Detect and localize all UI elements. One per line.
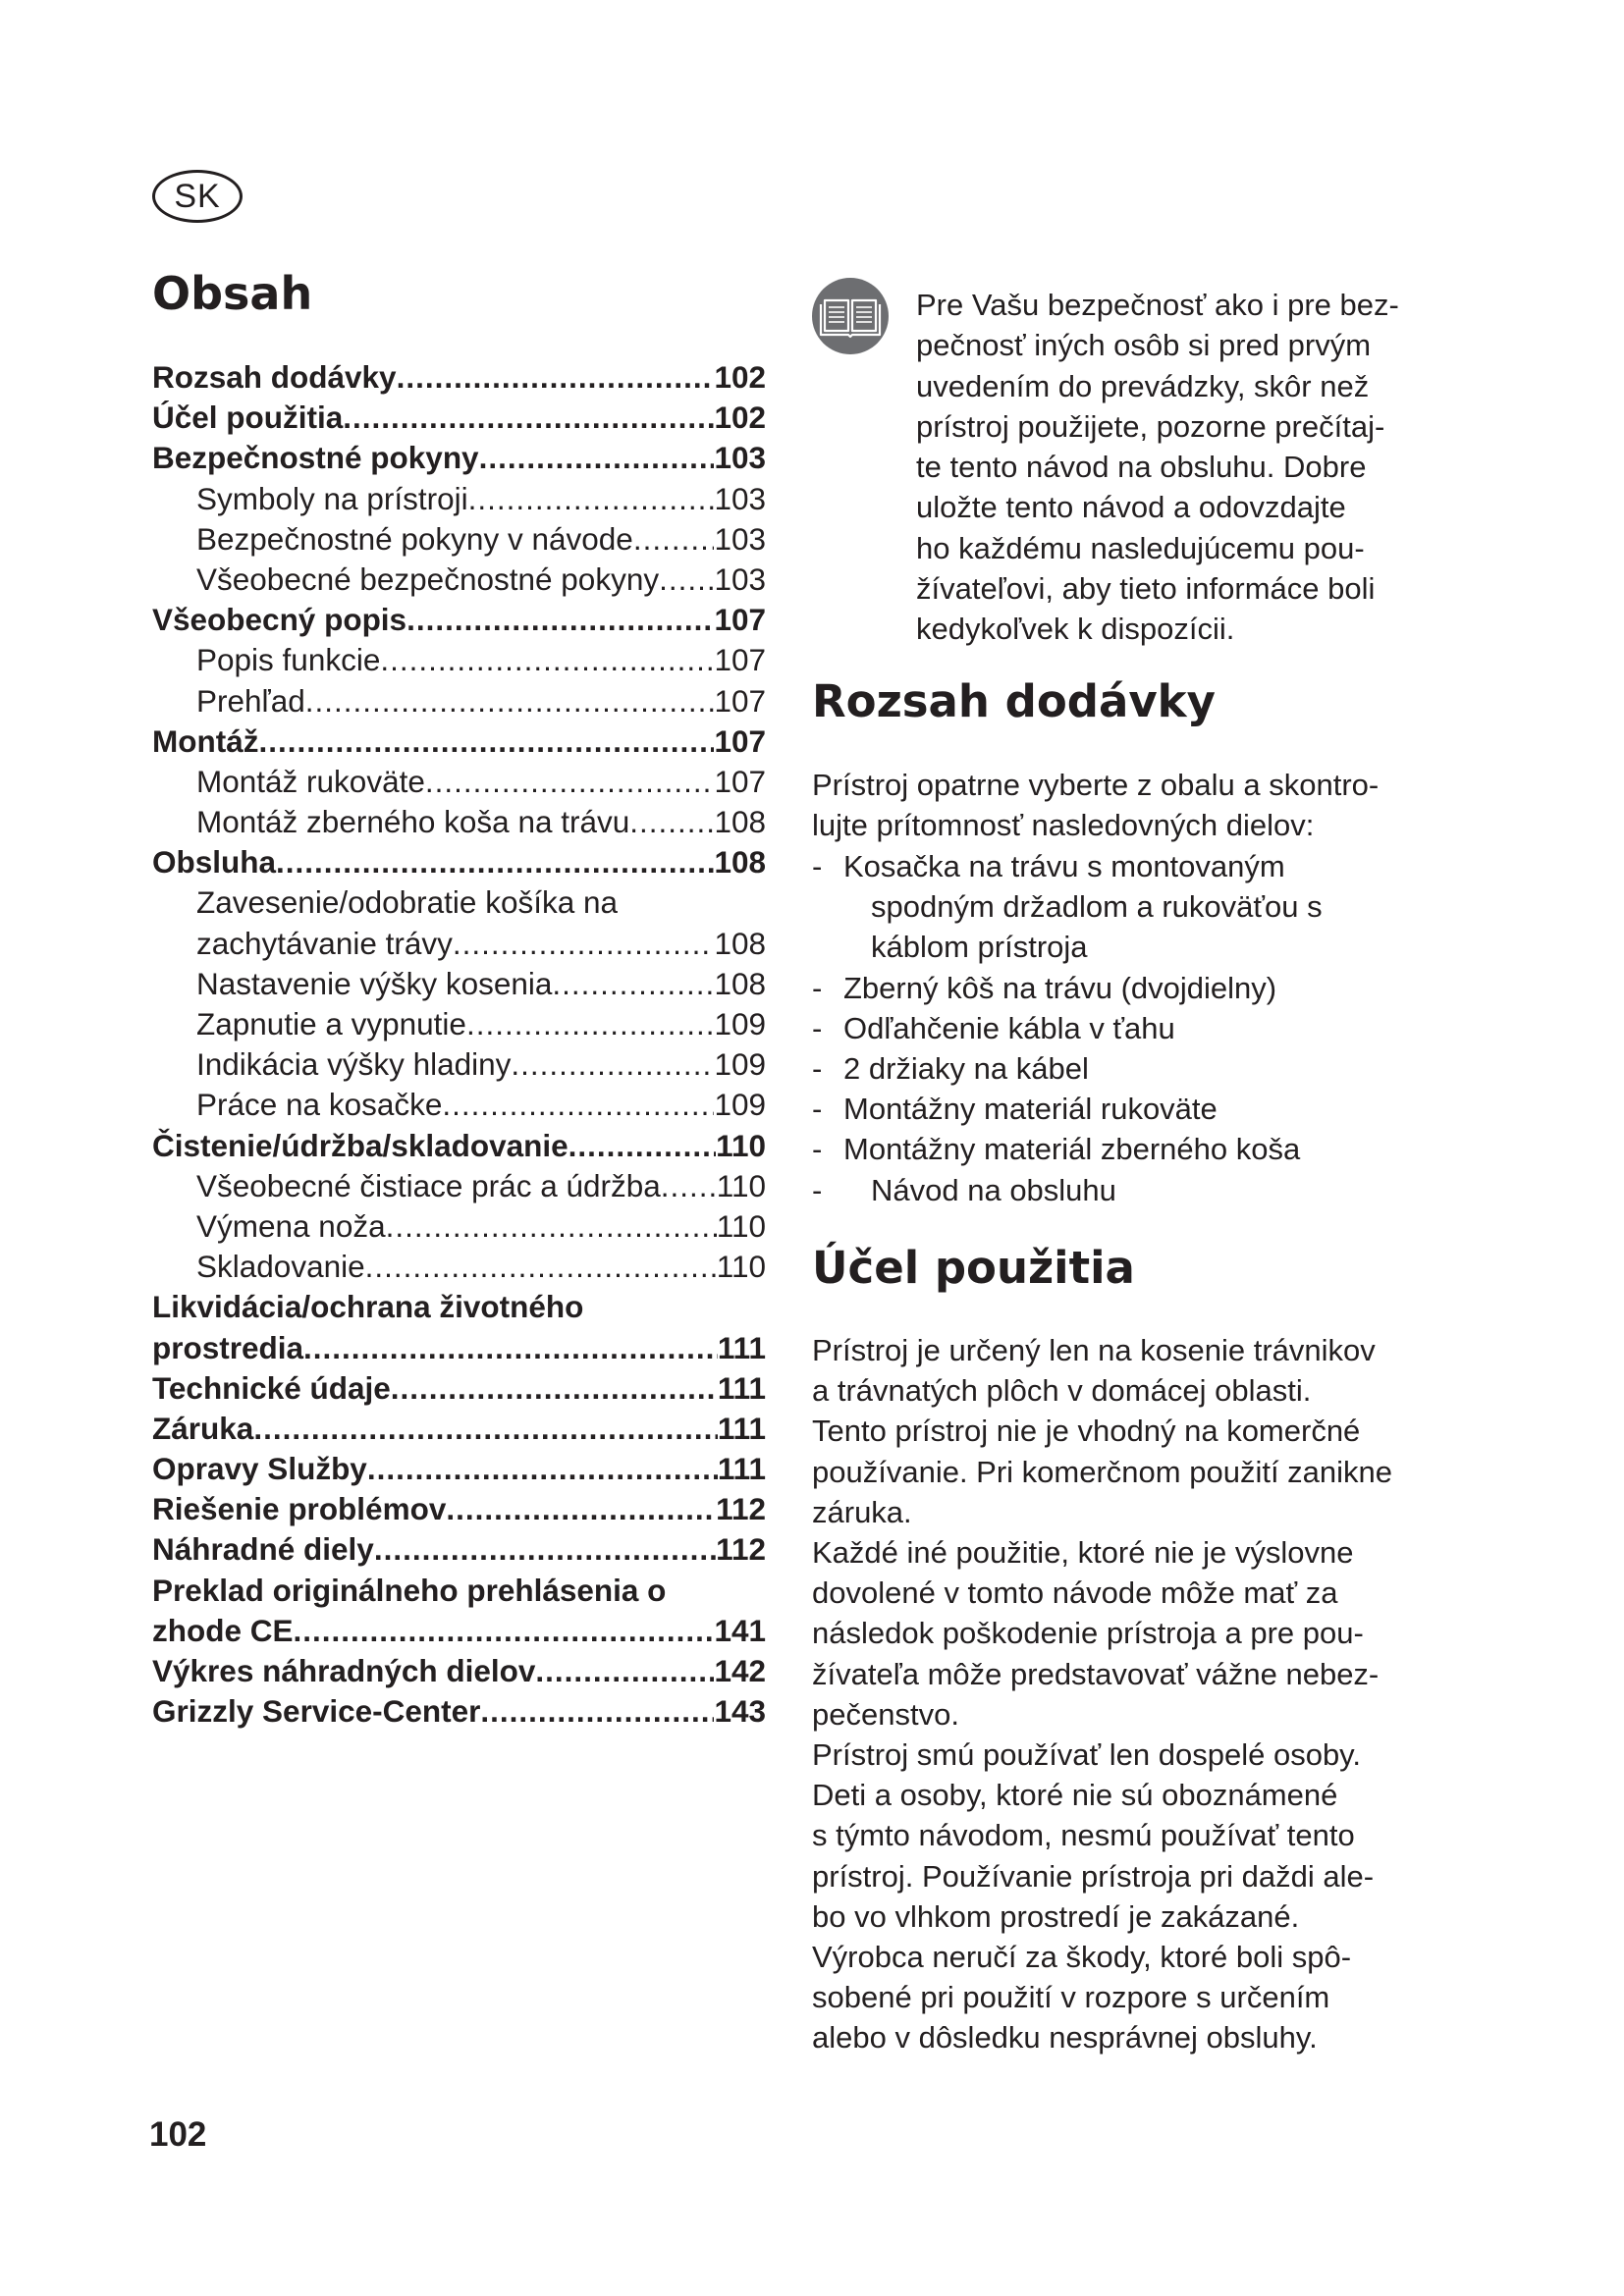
- toc-entry-page: 107: [714, 602, 766, 638]
- toc-entry: [152, 1249, 766, 1289]
- toc-entry: [152, 1531, 766, 1572]
- toc-entry-page: 107: [714, 642, 766, 678]
- toc-entry-label: Čistenie/údržba/skladovanie: [152, 1127, 568, 1163]
- toc-leader-dots: [659, 561, 714, 598]
- toc-entry: [152, 844, 766, 884]
- toc-entry-page: 141: [714, 1612, 766, 1648]
- text-line: prístroj použijete, pozorne prečítaj-: [916, 408, 1385, 444]
- toc-entry: [152, 804, 766, 844]
- toc-entry-label: Montáž: [152, 722, 259, 759]
- table-of-contents: [152, 359, 766, 1734]
- toc-leader-dots: [479, 440, 715, 476]
- toc-leader-dots: [258, 723, 714, 760]
- intended-use-heading: Účel použitia: [812, 1242, 1135, 1294]
- toc-entry-label: prostredia: [152, 1329, 304, 1365]
- intended-use-text: [812, 1330, 1450, 2058]
- toc-entry: [152, 683, 766, 723]
- toc-leader-dots: [276, 844, 714, 881]
- toc-leader-dots: [303, 1330, 718, 1366]
- toc-entry-page: 112: [716, 1531, 766, 1568]
- toc-entry-label: Všeobecné čistiace prác a údržba: [196, 1167, 661, 1203]
- text-line: uložte tento návod a odovzdajte: [916, 490, 1346, 525]
- toc-leader-dots: [453, 926, 715, 962]
- list-item-text: Kosačka na trávu s montovaným: [843, 849, 1285, 883]
- toc-entry-page: 102: [714, 359, 766, 395]
- toc-entry-page: 111: [717, 1451, 766, 1487]
- scope-intro-text: [812, 765, 1440, 845]
- toc-entry-page: 109: [714, 1046, 766, 1083]
- toc-entry: [152, 1168, 766, 1208]
- toc-leader-dots: [406, 602, 714, 638]
- toc-entry: [152, 1289, 766, 1329]
- toc-entry-label: Rozsah dodávky: [152, 359, 397, 395]
- toc-leader-dots: [511, 1046, 714, 1083]
- toc-entry-label: Výkres náhradných dielov: [152, 1653, 536, 1688]
- toc-entry-label: zhode CE: [152, 1612, 294, 1648]
- toc-entry: [152, 602, 766, 642]
- list-item: [812, 968, 1460, 1008]
- toc-leader-dots: [480, 1693, 714, 1730]
- toc-entry-label: Nastavenie výšky kosenia: [196, 965, 553, 1001]
- page-number: 102: [149, 2115, 207, 2154]
- text-line: Prístroj je určený len na kosenie trávnikov: [812, 1333, 1376, 1367]
- toc-leader-dots: [661, 1168, 717, 1204]
- text-line: následok poškodenie prístroja a pre pou-: [812, 1616, 1364, 1651]
- toc-entry-label: Bezpečnostné pokyny v návode: [196, 520, 633, 557]
- list-item-text: Odľahčenie kábla v ťahu: [843, 1010, 1175, 1045]
- text-line: Každé iné použitie, ktoré nie je výslovne: [812, 1535, 1354, 1571]
- text-line: sobené pri použití v rozpore s určením: [812, 1980, 1330, 2015]
- toc-entry-page: 102: [714, 400, 766, 436]
- text-line: a trávnatých plôch v domácej oblasti.: [812, 1373, 1312, 1409]
- toc-leader-dots: [629, 804, 714, 840]
- text-line: dovolené v tomto návode môže mať za: [812, 1575, 1338, 1611]
- toc-leader-dots: [633, 521, 715, 558]
- language-badge: SK: [152, 170, 243, 223]
- toc-leader-dots: [468, 481, 715, 517]
- toc-entry: [152, 1087, 766, 1127]
- text-line: Pre Vašu bezpečnosť ako i pre bez-: [916, 288, 1399, 322]
- toc-leader-dots: [367, 1451, 718, 1487]
- text-line: s týmto návodom, nesmú používať tento: [812, 1818, 1355, 1853]
- toc-entry-label: Likvidácia/ochrana životného: [152, 1289, 584, 1325]
- toc-leader-dots: [305, 683, 715, 720]
- toc-leader-dots: [552, 966, 714, 1002]
- toc-entry: [152, 440, 766, 480]
- toc-leader-dots: [446, 1491, 716, 1527]
- toc-entry-page: 142: [714, 1653, 766, 1688]
- list-dash: -: [812, 1132, 823, 1167]
- toc-entry: [152, 1128, 766, 1168]
- toc-entry: [152, 1411, 766, 1451]
- text-line: žívateľa môže predstavovať vážne nebez-: [812, 1656, 1380, 1691]
- text-line: Prístroj opatrne vyberte z obalu a skontro-: [812, 768, 1380, 802]
- toc-entry-label: Obsluha: [152, 844, 277, 881]
- toc-leader-dots: [397, 359, 715, 396]
- toc-entry: [152, 400, 766, 440]
- list-item: [812, 1170, 1460, 1210]
- toc-entry-page: 111: [717, 1329, 766, 1365]
- toc-entry-page: 107: [714, 763, 766, 799]
- toc-entry: [152, 1693, 766, 1734]
- toc-title: Obsah: [152, 267, 313, 320]
- toc-entry-label: Montáž rukoväte: [196, 763, 425, 799]
- toc-entry-label: Riešenie problémov: [152, 1491, 447, 1527]
- toc-entry-label: Preklad originálneho prehlásenia o: [152, 1572, 667, 1608]
- toc-entry-page: 112: [716, 1491, 766, 1527]
- toc-entry-page: 108: [714, 925, 766, 961]
- toc-entry: [152, 1653, 766, 1693]
- toc-entry: [152, 1330, 766, 1370]
- toc-entry-page: 110: [716, 1249, 766, 1285]
- list-item: [812, 1048, 1460, 1089]
- list-dash: -: [812, 1172, 823, 1207]
- text-line: Deti a osoby, ktoré nie sú oboznámené: [812, 1778, 1338, 1813]
- toc-entry-page: 108: [714, 965, 766, 1001]
- toc-entry: [152, 1370, 766, 1411]
- toc-entry-label: Skladovanie: [196, 1249, 365, 1285]
- toc-entry-label: Účel použitia: [152, 400, 344, 436]
- list-item-text: spodným držadlom a rukoväťou s: [871, 889, 1323, 925]
- list-dash: -: [812, 1010, 823, 1045]
- toc-entry-label: Technické údaje: [152, 1369, 391, 1406]
- toc-entry: [152, 642, 766, 682]
- toc-leader-dots: [391, 1370, 718, 1407]
- toc-entry-label: Zapnutie a vypnutie: [196, 1006, 466, 1041]
- toc-entry: [152, 1006, 766, 1046]
- list-dash: -: [812, 970, 823, 1005]
- text-line: pečenstvo.: [812, 1696, 959, 1732]
- list-item-text: Zberný kôš na trávu (dvojdielny): [843, 970, 1277, 1005]
- text-line: lujte prítomnosť nasledovných dielov:: [812, 808, 1315, 843]
- text-line: žívateľovi, aby tieto informáce boli: [916, 571, 1376, 607]
- text-line: záruka.: [812, 1494, 912, 1529]
- toc-entry-page: 103: [714, 520, 766, 557]
- toc-entry: [152, 561, 766, 602]
- toc-entry: [152, 1491, 766, 1531]
- toc-entry-page: 108: [714, 844, 766, 881]
- toc-entry-page: 110: [716, 1167, 766, 1203]
- list-item: [812, 846, 1460, 968]
- text-line: Prístroj smú používať len dospelé osoby.: [812, 1737, 1361, 1773]
- text-line: alebo v dôsledku nesprávnej obsluhy.: [812, 2020, 1318, 2056]
- list-item: [812, 1008, 1460, 1048]
- toc-entry-page: 103: [714, 480, 766, 516]
- toc-leader-dots: [425, 764, 715, 800]
- toc-entry: [152, 1208, 766, 1249]
- toc-entry-page: 143: [714, 1693, 766, 1730]
- text-line: Výrobca neručí za škody, ktoré boli spô-: [812, 1940, 1352, 1975]
- list-item: [812, 1089, 1460, 1129]
- toc-entry-label: Bezpečnostné pokyny: [152, 440, 479, 476]
- list-item-text: Návod na obsluhu: [871, 1172, 1116, 1207]
- toc-entry-label: Symboly na prístroji: [196, 480, 468, 516]
- toc-entry-label: zachytávanie trávy: [196, 925, 453, 961]
- toc-entry-page: 110: [716, 1207, 766, 1244]
- text-line: te tento návod na obsluhu. Dobre: [916, 450, 1367, 485]
- toc-leader-dots: [442, 1087, 714, 1123]
- manual-book-icon: [811, 277, 890, 355]
- toc-entry-page: 107: [714, 722, 766, 759]
- toc-entry: [152, 966, 766, 1006]
- toc-entry: [152, 884, 766, 925]
- toc-entry-label: Práce na kosačke: [196, 1087, 443, 1123]
- text-line: kedykoľvek k dispozícii.: [916, 612, 1235, 647]
- safety-intro-text: [916, 285, 1451, 650]
- toc-entry-page: 107: [714, 682, 766, 719]
- toc-entry: [152, 1451, 766, 1491]
- toc-entry-label: Prehľad: [196, 682, 305, 719]
- toc-entry-page: 103: [714, 440, 766, 476]
- toc-entry: [152, 926, 766, 966]
- text-line: ho každému nasledujúcemu pou-: [916, 530, 1365, 565]
- toc-entry-label: Všeobecné bezpečnostné pokyny: [196, 561, 660, 597]
- toc-leader-dots: [466, 1006, 715, 1042]
- toc-entry-page: 110: [716, 1127, 766, 1163]
- text-line: uvedením do prevádzky, skôr než: [916, 368, 1370, 403]
- toc-entry: [152, 521, 766, 561]
- toc-entry-label: Náhradné diely: [152, 1531, 374, 1568]
- toc-entry: [152, 359, 766, 400]
- text-line: prístroj. Používanie prístroja pri daždi ale-: [812, 1858, 1375, 1894]
- toc-entry-page: 109: [714, 1087, 766, 1123]
- toc-entry-label: Montáž zberného koša na trávu: [196, 804, 630, 840]
- toc-entry-page: 111: [717, 1410, 766, 1446]
- toc-leader-dots: [365, 1249, 717, 1285]
- toc-leader-dots: [535, 1653, 714, 1689]
- list-item-text: Montážny materiál rukoväte: [843, 1092, 1218, 1127]
- toc-entry-page: 109: [714, 1006, 766, 1041]
- text-line: Tento prístroj nie je vhodný na komerčné: [812, 1414, 1361, 1449]
- toc-entry: [152, 1046, 766, 1087]
- list-item-text: káblom prístroja: [871, 930, 1088, 965]
- toc-leader-dots: [380, 642, 714, 678]
- list-item-text: 2 držiaky na kábel: [843, 1051, 1089, 1087]
- delivery-parts-list: [812, 846, 1460, 1210]
- toc-entry: [152, 723, 766, 764]
- toc-leader-dots: [568, 1128, 717, 1164]
- text-line: pečnosť iných osôb si pred prvým: [916, 328, 1372, 363]
- toc-entry-label: Výmena noža: [196, 1207, 386, 1244]
- list-item-text: Montážny materiál zberného koša: [843, 1132, 1301, 1167]
- toc-entry-label: Všeobecný popis: [152, 602, 407, 638]
- toc-entry-page: 111: [717, 1369, 766, 1406]
- toc-entry: [152, 1613, 766, 1653]
- toc-entry-label: Grizzly Service-Center: [152, 1693, 481, 1730]
- toc-leader-dots: [294, 1613, 715, 1649]
- toc-entry-label: Popis funkcie: [196, 642, 381, 678]
- list-item: [812, 1129, 1460, 1169]
- toc-entry: [152, 481, 766, 521]
- toc-leader-dots: [386, 1208, 717, 1245]
- toc-entry-page: 108: [714, 804, 766, 840]
- list-dash: -: [812, 1092, 823, 1127]
- toc-entry-label: Opravy Služby: [152, 1451, 367, 1487]
- toc-leader-dots: [343, 400, 714, 436]
- list-dash: -: [812, 849, 823, 883]
- toc-leader-dots: [253, 1411, 718, 1447]
- toc-entry-page: 103: [714, 561, 766, 597]
- toc-entry-label: Zavesenie/odobratie košíka na: [196, 884, 619, 921]
- toc-entry-label: Záruka: [152, 1410, 254, 1446]
- toc-entry-label: Indikácia výšky hladiny: [196, 1046, 512, 1083]
- toc-entry: [152, 764, 766, 804]
- scope-heading: Rozsah dodávky: [812, 675, 1216, 727]
- toc-leader-dots: [374, 1531, 716, 1568]
- list-dash: -: [812, 1051, 823, 1087]
- text-line: používanie. Pri komerčnom použití zanikne: [812, 1454, 1393, 1489]
- text-line: bo vo vlhkom prostredí je zakázané.: [812, 1898, 1300, 1934]
- toc-entry: [152, 1573, 766, 1613]
